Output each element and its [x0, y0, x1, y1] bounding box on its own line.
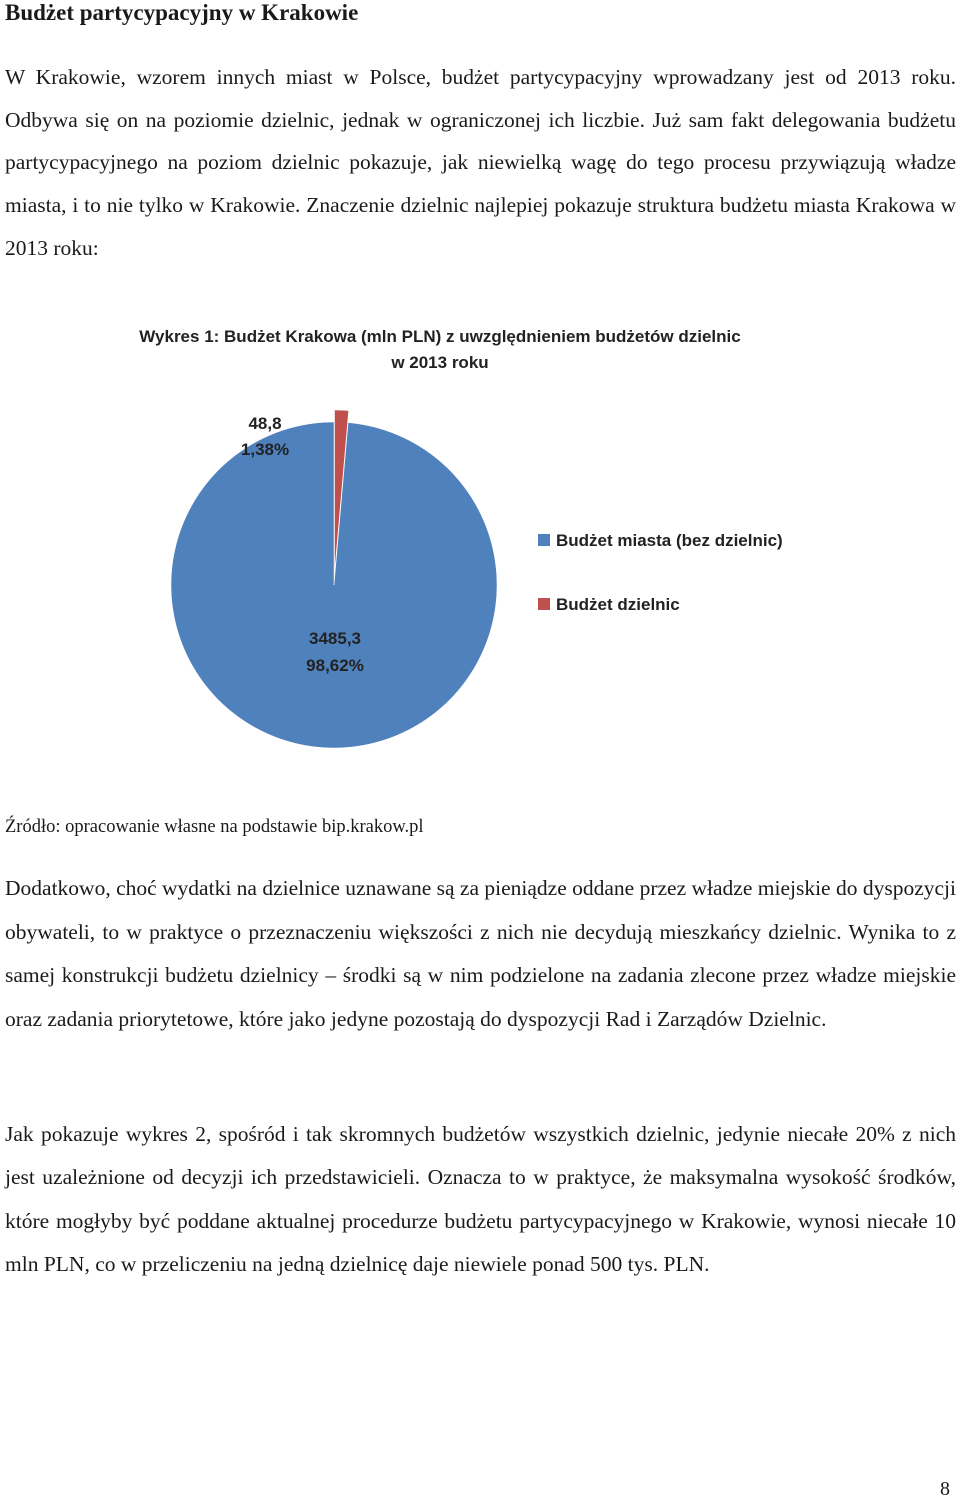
pie-slice-miasto — [171, 422, 497, 748]
chart-source-note: Źródło: opracowanie własne na podstawie bip.krakow.pl — [5, 817, 424, 837]
chart-title-line1: Wykres 1: Budżet Krakowa (mln PLN) z uwzględnieniem budżetów dzielnic — [139, 327, 741, 346]
paragraph-chart2: Jak pokazuje wykres 2, spośród i tak skromnych budżetów wszystkich dzielnic, jedynie niecałe 20% z nich jest uzależnione od decyzji ich przedstawicieli. Oznacza to w praktyce, że maksymalna wysokość środków, które mogłyby być poddane aktualnej procedurze budżetu partycypacyjnego w Krakowie, wynosi niecałe 10 mln PLN, co w przeliczeniu na jedną dzielnicę daje niewiele ponad 500 tys. PLN. — [5, 1122, 956, 1276]
paragraph-intro: W Krakowie, wzorem innych miast w Polsce, budżet partycypacyjny wprowadzany jest od 2013 roku. Odbywa się on na poziomie dzielnic, jednak w ograniczonej ich liczbie. Już sam fakt delegowania budżetu partycypacyjnego na poziom dzielnic pokazuje, jak niewielką wagę do tego procesu przywiązują władze miasta, i to nie tylko w Krakowie. Znaczenie dzielnic najlepiej pokazuje struktura budżetu miasta Krakowa w 2013 roku: — [5, 65, 956, 260]
paragraph-districts: Dodatkowo, choć wydatki na dzielnice uznawane są za pieniądze oddane przez władze miejskie do dyspozycji obywateli, to w praktyce o przeznaczeniu większości z nich nie decydują mieszkańcy dzielnic. Wynika to z samej konstrukcji budżetu dzielnicy – środki są w nim podzielone na zadania zlecone przez władze miejskie oraz zadania priorytetowe, które jako jedyne pozostają do dyspozycji Rad i Zarządów Dzielnic. — [5, 876, 956, 1031]
data-label-miasto-percent: 98,62% — [306, 656, 364, 675]
legend-swatch-dzielnic — [538, 598, 550, 610]
data-label-miasto-value: 3485,3 — [309, 629, 361, 648]
legend-label-miasto: Budżet miasta (bez dzielnic) — [556, 531, 783, 550]
legend-label-dzielnic: Budżet dzielnic — [556, 595, 680, 614]
data-label-dzielnic-percent: 1,38% — [240, 440, 290, 459]
section-heading: Budżet partycypacyjny w Krakowie — [5, 0, 359, 25]
chart-title-line2: w 2013 roku — [391, 353, 489, 372]
legend-swatch-miasto — [538, 534, 550, 546]
data-label-dzielnic-value: 48,8 — [248, 414, 282, 433]
page-number: 8 — [940, 1478, 950, 1500]
